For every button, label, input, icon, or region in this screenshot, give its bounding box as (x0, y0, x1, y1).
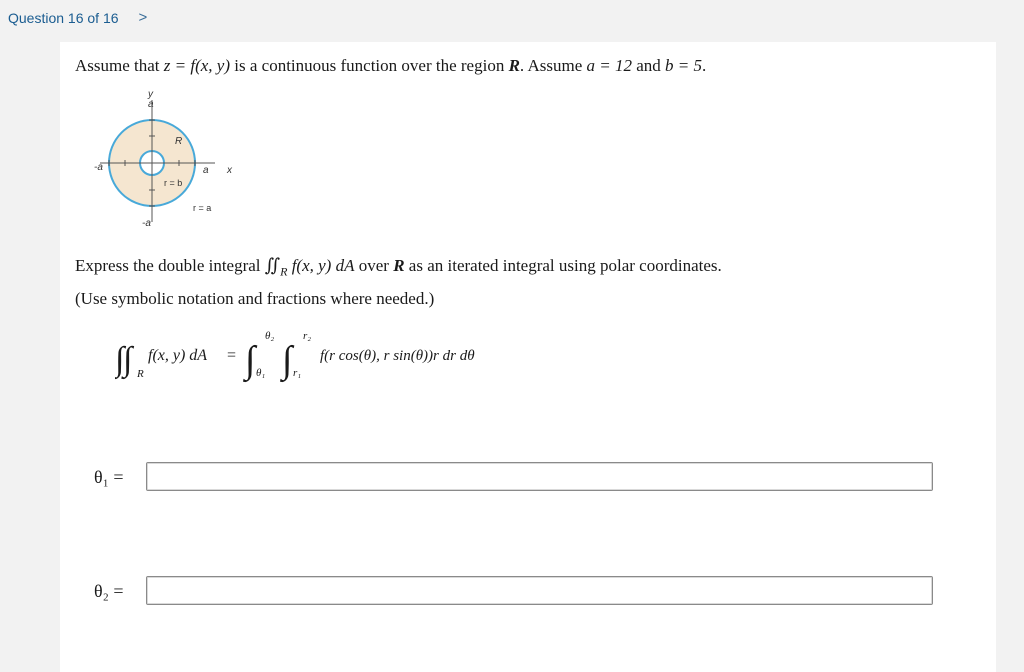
intro-text: Assume that (75, 56, 164, 75)
value-b: b = 5 (665, 56, 703, 75)
theta-upper-limit: θ₂ (265, 330, 275, 342)
express-statement (75, 255, 722, 279)
express-region-subscript: R (280, 264, 288, 279)
x-axis-label: x (227, 165, 232, 176)
lhs-integrand: f(x, y) dA (148, 347, 208, 364)
express-text: Express the double integral (75, 256, 265, 275)
tick-label-a-right: a (203, 165, 209, 176)
polar-integral-formula (115, 327, 575, 387)
r-upper-limit: r₂ (303, 330, 312, 342)
lhs-double-integral-symbol-2: ∫ (123, 341, 133, 378)
question-navigator[interactable] (8, 9, 147, 26)
value-a: a = 12 (586, 56, 632, 75)
intro-text-mid: is a continuous function over the region (230, 56, 509, 75)
annulus-diagram (90, 86, 260, 246)
express-region: R (393, 256, 405, 275)
region-symbol: R (508, 56, 520, 75)
question-counter: Question 16 of 16 (8, 9, 119, 26)
top-bar (0, 0, 1024, 40)
theta-2-input[interactable] (146, 576, 933, 605)
theta-1-label: θ₁ = (94, 467, 124, 487)
r-integral-symbol: ∫ (282, 339, 293, 381)
theta-1-input[interactable] (146, 462, 933, 491)
intro-assume: . Assume (519, 56, 587, 75)
intro-equation: z = f(x, y) (163, 56, 231, 75)
chevron-right-icon[interactable]: > (138, 9, 148, 26)
region-label: R (175, 136, 183, 147)
lhs-double-integral-symbol: ∫ (115, 341, 125, 378)
express-integrand: f(x, y) dA (291, 256, 355, 275)
y-axis-label: y (148, 89, 153, 100)
double-integral-symbol: ∬ (264, 255, 281, 275)
r-lower-limit: r₁ (293, 367, 302, 379)
question-card (60, 42, 996, 672)
instruction-text: (Use symbolic notation and fractions where needed.) (75, 289, 435, 308)
theta-integral-symbol: ∫ (245, 339, 256, 381)
tick-label-neg-a-left: -a (94, 162, 103, 173)
tick-label-a-top: a (148, 99, 154, 110)
intro-and: and (632, 56, 666, 75)
rhs-integrand: f(r cos(θ), r sin(θ))r dr dθ (320, 348, 475, 364)
theta-2-label: θ₂ = (94, 581, 124, 601)
outer-radius-label: r = a (193, 203, 212, 213)
tick-label-neg-a-bottom: -a (142, 218, 151, 229)
intro-end: . (702, 56, 707, 75)
theta-lower-limit: θ₁ (256, 367, 266, 379)
equals-sign: = (227, 347, 237, 364)
lhs-region-subscript: R (137, 368, 144, 380)
inner-radius-label: r = b (164, 178, 183, 188)
express-over: over (354, 256, 394, 275)
problem-statement (75, 56, 706, 76)
express-text-end: as an iterated integral using polar coordinates. (404, 256, 722, 275)
